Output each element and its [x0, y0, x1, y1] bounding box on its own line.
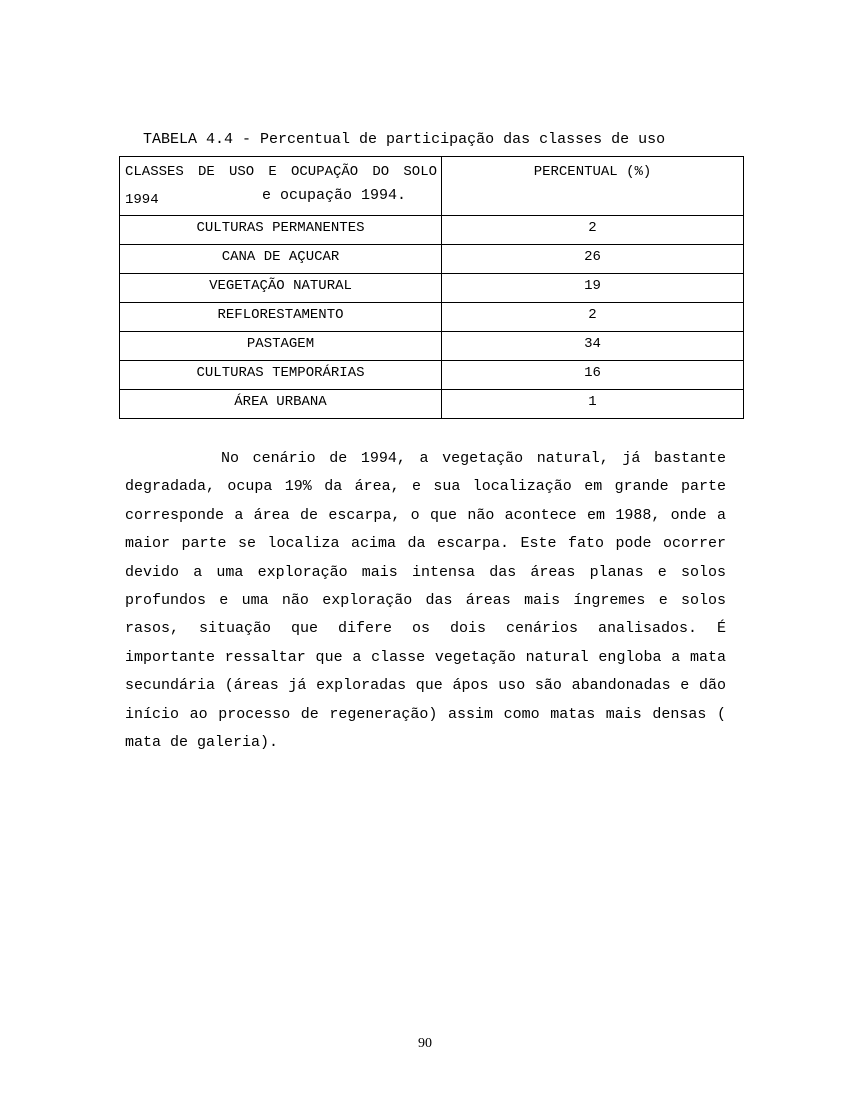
row-percentual: 1	[442, 390, 744, 419]
table-row	[120, 245, 744, 274]
table-row	[120, 303, 744, 332]
row-classe: CANA DE AÇUCAR	[120, 245, 442, 274]
row-classe: CULTURAS PERMANENTES	[120, 216, 442, 245]
caption-line-1: TABELA 4.4 - Percentual de participação das classes de uso	[143, 131, 666, 148]
row-percentual: 2	[442, 216, 744, 245]
row-percentual: 34	[442, 332, 744, 361]
header-percentual: PERCENTUAL (%)	[442, 157, 744, 216]
caption-line-2: e ocupação 1994.	[262, 187, 407, 204]
table-row	[120, 332, 744, 361]
row-classe: CULTURAS TEMPORÁRIAS	[120, 361, 442, 390]
header-classes: CLASSES DE USO E OCUPAÇÃO DO SOLO 1994	[120, 157, 442, 216]
page-number: 90	[418, 1036, 432, 1051]
row-classe: VEGETAÇÃO NATURAL	[120, 274, 442, 303]
body-text	[125, 445, 726, 757]
table-row	[120, 216, 744, 245]
table-row	[120, 274, 744, 303]
row-classe: REFLORESTAMENTO	[120, 303, 442, 332]
row-percentual: 19	[442, 274, 744, 303]
row-classe: PASTAGEM	[120, 332, 442, 361]
row-percentual: 2	[442, 303, 744, 332]
row-percentual: 16	[442, 361, 744, 390]
row-classe: ÁREA URBANA	[120, 390, 442, 419]
land-use-table	[119, 156, 744, 419]
row-percentual: 26	[442, 245, 744, 274]
table-row	[120, 390, 744, 419]
table-header-row	[120, 157, 744, 216]
table-row	[120, 361, 744, 390]
body-paragraph: No cenário de 1994, a vegetação natural, já bastante degradada, ocupa 19% da área, e sua localização em grande parte corresponde a área de escarpa, o que não acontece em 1988, onde a maior parte se localiza acima da escarpa. Este fato pode ocorrer devido a uma exploração mais intensa das áreas planas e solos profundos e uma não exploração das áreas mais íngremes e solos rasos, situação que difere os dois cenários analisados. É importante ressaltar que a classe vegetação natural engloba a mata secundária (áreas já exploradas que ápos uso são abandonadas e dão início ao processo de regeneração) assim como matas mais densas ( mata de galeria).	[125, 450, 726, 752]
